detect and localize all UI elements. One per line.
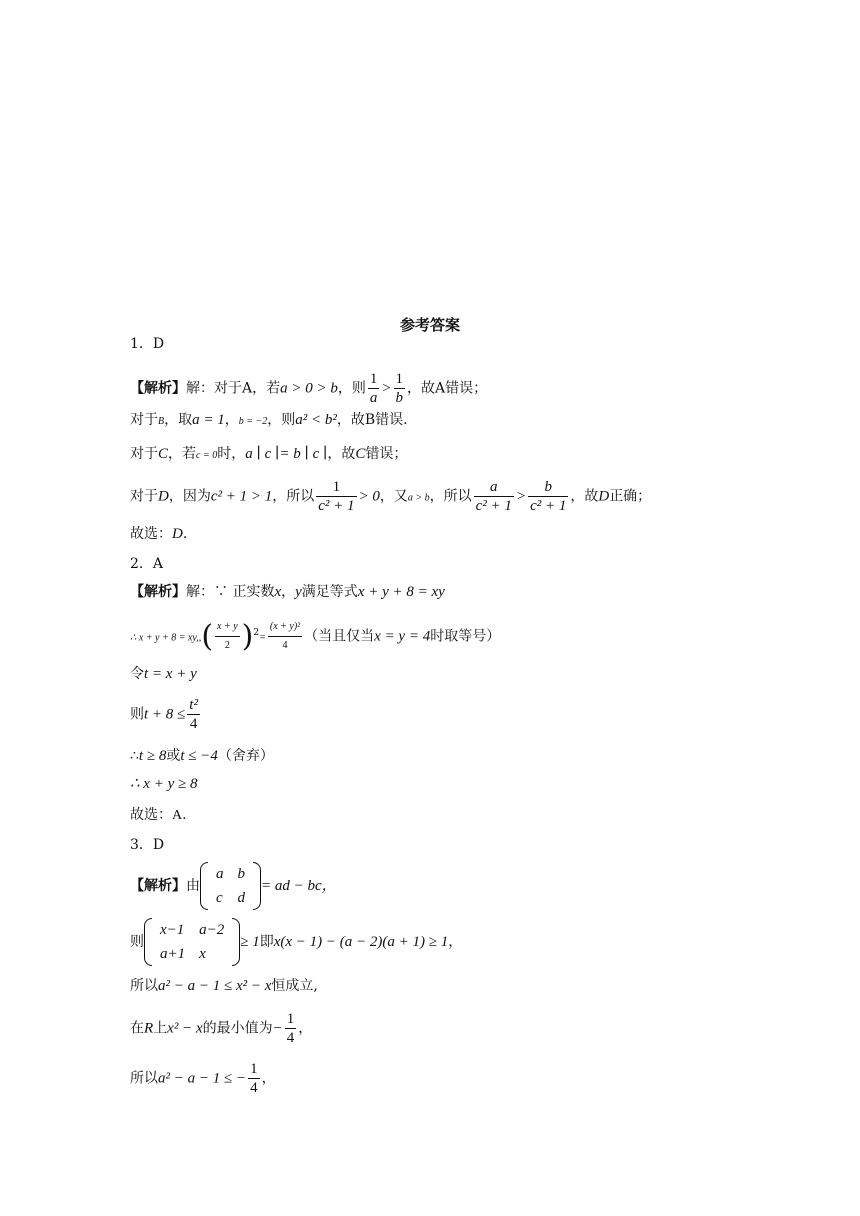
- text: 时取等号）: [430, 628, 501, 645]
- math: B: [158, 416, 165, 427]
- text: ，故: [327, 446, 356, 462]
- math: C: [158, 446, 169, 462]
- matrix-cell: a+1: [160, 946, 186, 962]
- math: t ≤ −4: [180, 748, 218, 764]
- math: x = y = 4: [374, 628, 431, 645]
- fraction: [528, 478, 568, 515]
- denominator: 4: [189, 716, 198, 732]
- matrix-cell: x: [199, 946, 206, 962]
- text: ，则: [337, 380, 366, 397]
- q2-line-6: ∴ x + y ≥ 8: [130, 776, 198, 792]
- text: 的最小值为: [202, 1020, 273, 1037]
- math: ∴ x + y + 8 = xy,,: [130, 632, 202, 644]
- text: 正确；: [609, 488, 652, 505]
- text: 故选：: [130, 526, 172, 542]
- q2-line-2: [130, 618, 500, 655]
- text: （舍弃）: [217, 748, 274, 764]
- q1-line-5: [130, 524, 187, 544]
- math: D: [172, 526, 183, 542]
- text: 在: [130, 1020, 144, 1037]
- q3-line-5: [130, 1060, 276, 1097]
- numerator: 1: [250, 1061, 258, 1077]
- numerator: x + y: [215, 618, 240, 637]
- denominator: b: [395, 390, 403, 406]
- denominator: c² + 1: [475, 498, 512, 514]
- text: 上: [153, 1020, 168, 1037]
- q2-answer: 2．A: [130, 556, 164, 572]
- matrix-cell: x−1: [160, 922, 185, 938]
- analysis-tag: 【解析】: [130, 584, 186, 600]
- math: y: [295, 584, 302, 600]
- q3-line-3: [130, 976, 318, 996]
- math: a > b: [407, 492, 430, 504]
- math: x² − x: [167, 1020, 203, 1037]
- math: ≥ 1: [240, 934, 260, 950]
- matrix-cell: c: [216, 890, 223, 906]
- text: 对于: [130, 412, 158, 428]
- text: 满足等式: [301, 584, 358, 600]
- text: ，: [224, 412, 239, 428]
- q2-line-4: [130, 696, 202, 733]
- math: = ad − bc，: [261, 878, 337, 894]
- denominator: a: [369, 390, 378, 406]
- math: c = 0: [196, 450, 218, 461]
- numerator: a: [474, 478, 514, 497]
- text: .: [182, 526, 188, 542]
- fraction: [248, 1060, 260, 1097]
- right-paren: ): [241, 618, 254, 654]
- math: C: [355, 446, 366, 462]
- text: ，: [298, 1020, 313, 1037]
- text: ，: [448, 934, 463, 950]
- math: t = x + y: [144, 666, 197, 682]
- numerator: b: [528, 478, 568, 497]
- math: a² − a − 1 ≤ −: [158, 1070, 247, 1087]
- math: a² < b²: [295, 412, 337, 428]
- text: 对于: [130, 488, 158, 505]
- math: R: [144, 1020, 154, 1037]
- q3-line-4: [130, 1010, 312, 1047]
- text: 时，: [217, 446, 246, 462]
- math: x(x − 1) − (a − 2)(a + 1) ≥ 1: [273, 934, 449, 950]
- text: 所以: [130, 1070, 158, 1087]
- q1-answer: 1．D: [130, 336, 165, 352]
- numerator: (x + y)²: [268, 618, 302, 637]
- text: ，所以: [272, 488, 315, 505]
- exponent: 2: [253, 627, 260, 638]
- analysis-tag: 【解析】: [130, 380, 186, 397]
- text: ，取: [164, 412, 193, 428]
- matrix-cell: a−2: [199, 922, 225, 938]
- math: x: [274, 584, 282, 600]
- numerator: 1: [286, 1011, 295, 1027]
- text: ，: [281, 584, 296, 600]
- numerator: 1: [316, 478, 356, 497]
- numerator: t²: [189, 697, 198, 713]
- math: > 0: [358, 488, 380, 505]
- fraction: [368, 370, 380, 407]
- q3-line-1: [130, 862, 337, 910]
- math: A: [172, 808, 183, 823]
- denominator: 4: [286, 1030, 295, 1046]
- text: ，则: [267, 412, 296, 428]
- matrix-cell: a: [216, 866, 224, 882]
- text: ，所以: [429, 488, 472, 505]
- math: >: [381, 380, 392, 397]
- text: （当且仅当: [304, 628, 375, 645]
- q3-answer: 3．D: [130, 837, 165, 853]
- math: a = 1: [192, 412, 225, 428]
- q2-line-1: [130, 582, 445, 602]
- text: 解：对于A，若: [186, 380, 281, 397]
- q1-line-4: [130, 478, 651, 515]
- q2-line-3: [130, 664, 197, 684]
- text: ，: [261, 1070, 276, 1087]
- text: ，故A错误；: [407, 380, 488, 397]
- matrix-cell: b: [237, 866, 245, 882]
- text: 恒成立,: [271, 978, 318, 994]
- math: c² + 1 > 1: [210, 488, 273, 505]
- text: 解：∵ 正实数: [186, 584, 275, 600]
- math: a > 0 > b: [280, 380, 338, 397]
- q2-line-7: [130, 805, 187, 826]
- denominator: 4: [282, 640, 288, 651]
- matrix-cell: d: [237, 890, 245, 906]
- text: ，因为: [168, 488, 211, 505]
- math: t + 8 ≤: [144, 706, 186, 723]
- text: 由: [186, 878, 200, 894]
- text: 即: [259, 934, 274, 950]
- q2-line-5: [130, 746, 274, 766]
- denominator: 4: [250, 1080, 258, 1096]
- text: 故选：: [130, 807, 172, 823]
- text: ，又: [379, 488, 408, 505]
- fraction: [394, 370, 406, 407]
- math: >: [515, 488, 527, 505]
- fraction: [474, 478, 514, 515]
- matrix: [144, 918, 240, 966]
- numerator: 1: [395, 371, 403, 387]
- text: 或: [166, 748, 181, 764]
- math: D: [598, 488, 610, 505]
- math: =: [259, 632, 266, 644]
- math: D: [158, 488, 169, 505]
- fraction: [268, 618, 302, 655]
- text: ∴: [130, 748, 139, 764]
- math: t ≥ 8: [138, 748, 167, 764]
- text: 错误；: [365, 446, 408, 462]
- q3-line-2: [130, 918, 462, 966]
- denominator: c² + 1: [318, 498, 355, 514]
- fraction: [285, 1010, 297, 1047]
- math: −: [272, 1020, 283, 1037]
- q1-line-3: [130, 444, 407, 466]
- math: a² − a − 1 ≤ x² − x: [158, 978, 272, 994]
- math: x + y + 8 = xy: [357, 584, 445, 600]
- matrix: [200, 862, 261, 910]
- fraction: [215, 618, 240, 655]
- denominator: c² + 1: [530, 498, 567, 514]
- fraction: [187, 696, 200, 733]
- text: 对于: [130, 446, 158, 462]
- text: 则: [130, 706, 144, 723]
- fraction: [316, 478, 356, 515]
- text: .: [182, 807, 187, 823]
- text: ，若: [168, 446, 197, 462]
- left-paren: (: [201, 618, 214, 654]
- text: 所以: [130, 978, 158, 994]
- numerator: 1: [369, 371, 378, 387]
- analysis-tag: 【解析】: [130, 878, 186, 894]
- text: ，故B错误.: [336, 412, 408, 428]
- text: ，故: [570, 488, 599, 505]
- q1-line-2: [130, 410, 408, 432]
- math: b = −2: [238, 416, 268, 427]
- math: a ∣ c ∣= b ∣ c ∣: [245, 446, 328, 462]
- page-title: 参考答案: [399, 316, 460, 334]
- text: 令: [130, 666, 144, 682]
- denominator: 2: [224, 640, 230, 651]
- text: 则: [130, 934, 144, 950]
- q1-line-1: [130, 370, 487, 407]
